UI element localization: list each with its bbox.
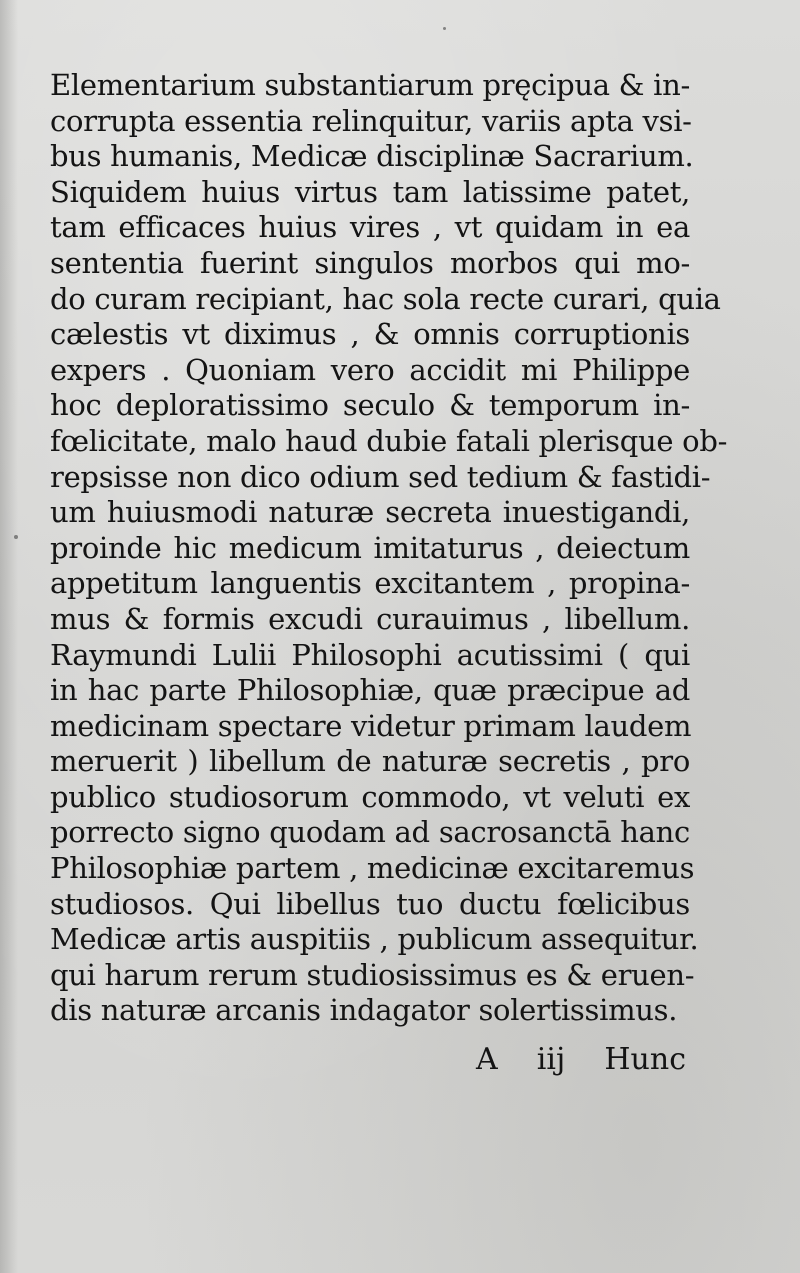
text-line: do curam recipiant, hac sola recte curari, quia [50, 281, 721, 316]
text-line: Medicæ artis auspitiis , publicum assequitur. [50, 922, 699, 957]
text-line: porrecto signo quodam ad sacrosanctā hanc [50, 815, 690, 850]
text-line: repsisse non dico odium sed tedium & fastidi- [50, 459, 711, 494]
paper-speck [443, 27, 446, 30]
text-line: fœlicitate, malo haud dubie fatali plerisque ob- [50, 423, 728, 458]
text-line: in hac parte Philosophiæ, quæ præcipue ad [50, 673, 690, 708]
text-line: appetitum languentis excitantem , propina- [50, 566, 690, 601]
signature-line [476, 1042, 686, 1077]
text-line: medicinam spectare videtur primam laudem [50, 708, 692, 743]
text-line: Raymundi Lulii Philosophi acutissimi ( qui [50, 637, 690, 672]
text-line: studiosos. Qui libellus tuo ductu fœlicibus [50, 886, 690, 921]
signature-mark: A [476, 1042, 498, 1077]
text-line: proinde hic medicum imitaturus , deiectum [50, 530, 690, 565]
text-line: Elementarium substantiarum pręcipua & in- [50, 68, 690, 102]
signature-number: iij [536, 1042, 566, 1077]
text-line: corrupta essentia relinquitur, variis apta vsi- [50, 103, 692, 138]
text-line: hoc deploratissimo seculo & temporum in- [50, 388, 690, 423]
paper-speck [14, 535, 18, 539]
text-line: bus humanis, Medicæ disciplinæ Sacrarium. [50, 139, 694, 174]
text-line: qui harum rerum studiosissimus es & eruen- [50, 957, 695, 992]
text-line: Siquidem huius virtus tam latissime patet, [50, 174, 690, 209]
text-line: publico studiosorum commodo, vt veluti ex [50, 779, 690, 814]
catchword: Hunc [604, 1042, 686, 1077]
body-text [50, 68, 728, 1029]
text-line: tam efficaces huius vires , vt quidam in ea [50, 210, 690, 245]
text-line: dis naturæ arcanis indagator solertissimus. [50, 993, 678, 1028]
text-line: expers . Quoniam vero accidit mi Philippe [50, 352, 690, 387]
text-line: mus & formis excudi curauimus , libellum. [50, 601, 690, 636]
text-line: sententia fuerint singulos morbos qui mo- [50, 245, 690, 280]
text-line: meruerit ) libellum de naturæ secretis , pro [50, 744, 690, 779]
text-line: um huiusmodi naturæ secreta inuestigandi, [50, 495, 690, 530]
text-line: Philosophiæ partem , medicinæ excitaremus [50, 851, 695, 886]
text-line: cælestis vt diximus , & omnis corruptionis [50, 317, 690, 352]
